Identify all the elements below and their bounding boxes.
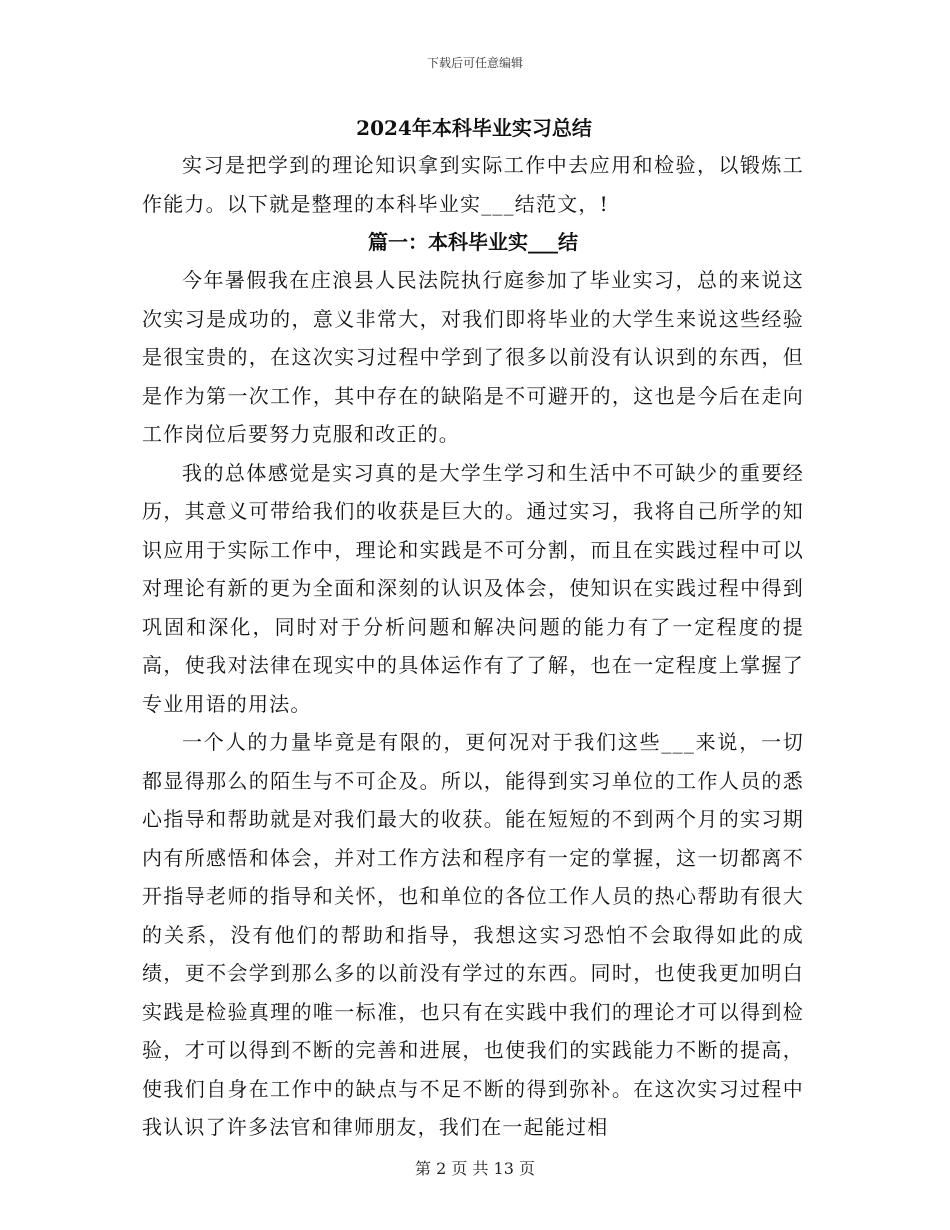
body-paragraph: 我的总体感觉是实习真的是大学生学习和生活中不可缺少的重要经历，其意义可带给我们的收获是巨大的。通过实习，我将自己所学的知识应用于实际工作中，理论和实践是不可分割，而且在实践过程中可以对理论有新的更为全面和深刻的认识及体会，使知识在实践过程中得到巩固和深化，同时对于分析问题和解决问题的能力有了一定程度的提高，使我对法律在现实中的具体运作有了了解，也在一定程度上掌握了专业用语的用法。 — [142, 460, 804, 716]
body-paragraph: 一个人的力量毕竟是有限的，更何况对于我们这些___来说，一切都显得那么的陌生与不可企及。所以，能得到实习单位的工作人员的悉心指导和帮助就是对我们最大的收获。能在短短的不到两个月的实习期内有所感悟和体会，并对工作方法和程序有一定的掌握，这一切都离不开指导老师的指导和关怀，也和单位的各位工作人员的热心帮助有很大的关系，没有他们的帮助和指导，我想这实习恐怕不会取得如此的成绩，更不会学到那么多的以前没有学过的东西。同时，也使我更加明白实践是检验真理的唯一标准，也只有在实践中我们的理论才可以得到检验，才可以得到不断的完善和进展，也使我们的实践能力不断的提高，使我们自身在工作中的缺点与不足不断的得到弥补。在这次实习过程中我认识了许多法官和律师朋友，我们在一起能过相 — [142, 730, 804, 1139]
intro-paragraph: 实习是把学到的理论知识拿到实际工作中去应用和检验，以锻炼工作能力。以下就是整理的本科毕业实___结范文，! — [142, 153, 804, 216]
page-header: 下载后可任意编辑 — [426, 56, 523, 70]
section-title: 篇一：本科毕业实___结 — [368, 230, 578, 254]
page-number-footer: 第 2 页 共 13 页 — [415, 1159, 535, 1178]
document-body — [142, 110, 804, 1147]
document-title: 2024年本科毕业实习总结 — [356, 116, 592, 140]
body-paragraph: 今年暑假我在庄浪县人民法院执行庭参加了毕业实习，总的来说这次实习是成功的，意义非常大，对我们即将毕业的大学生来说这些经验是很宝贵的，在这次实习过程中学到了很多以前没有认识到的东西，但是作为第一次工作，其中存在的缺陷是不可避开的，这也是今后在走向工作岗位后要努力克服和改正的。 — [142, 268, 804, 446]
